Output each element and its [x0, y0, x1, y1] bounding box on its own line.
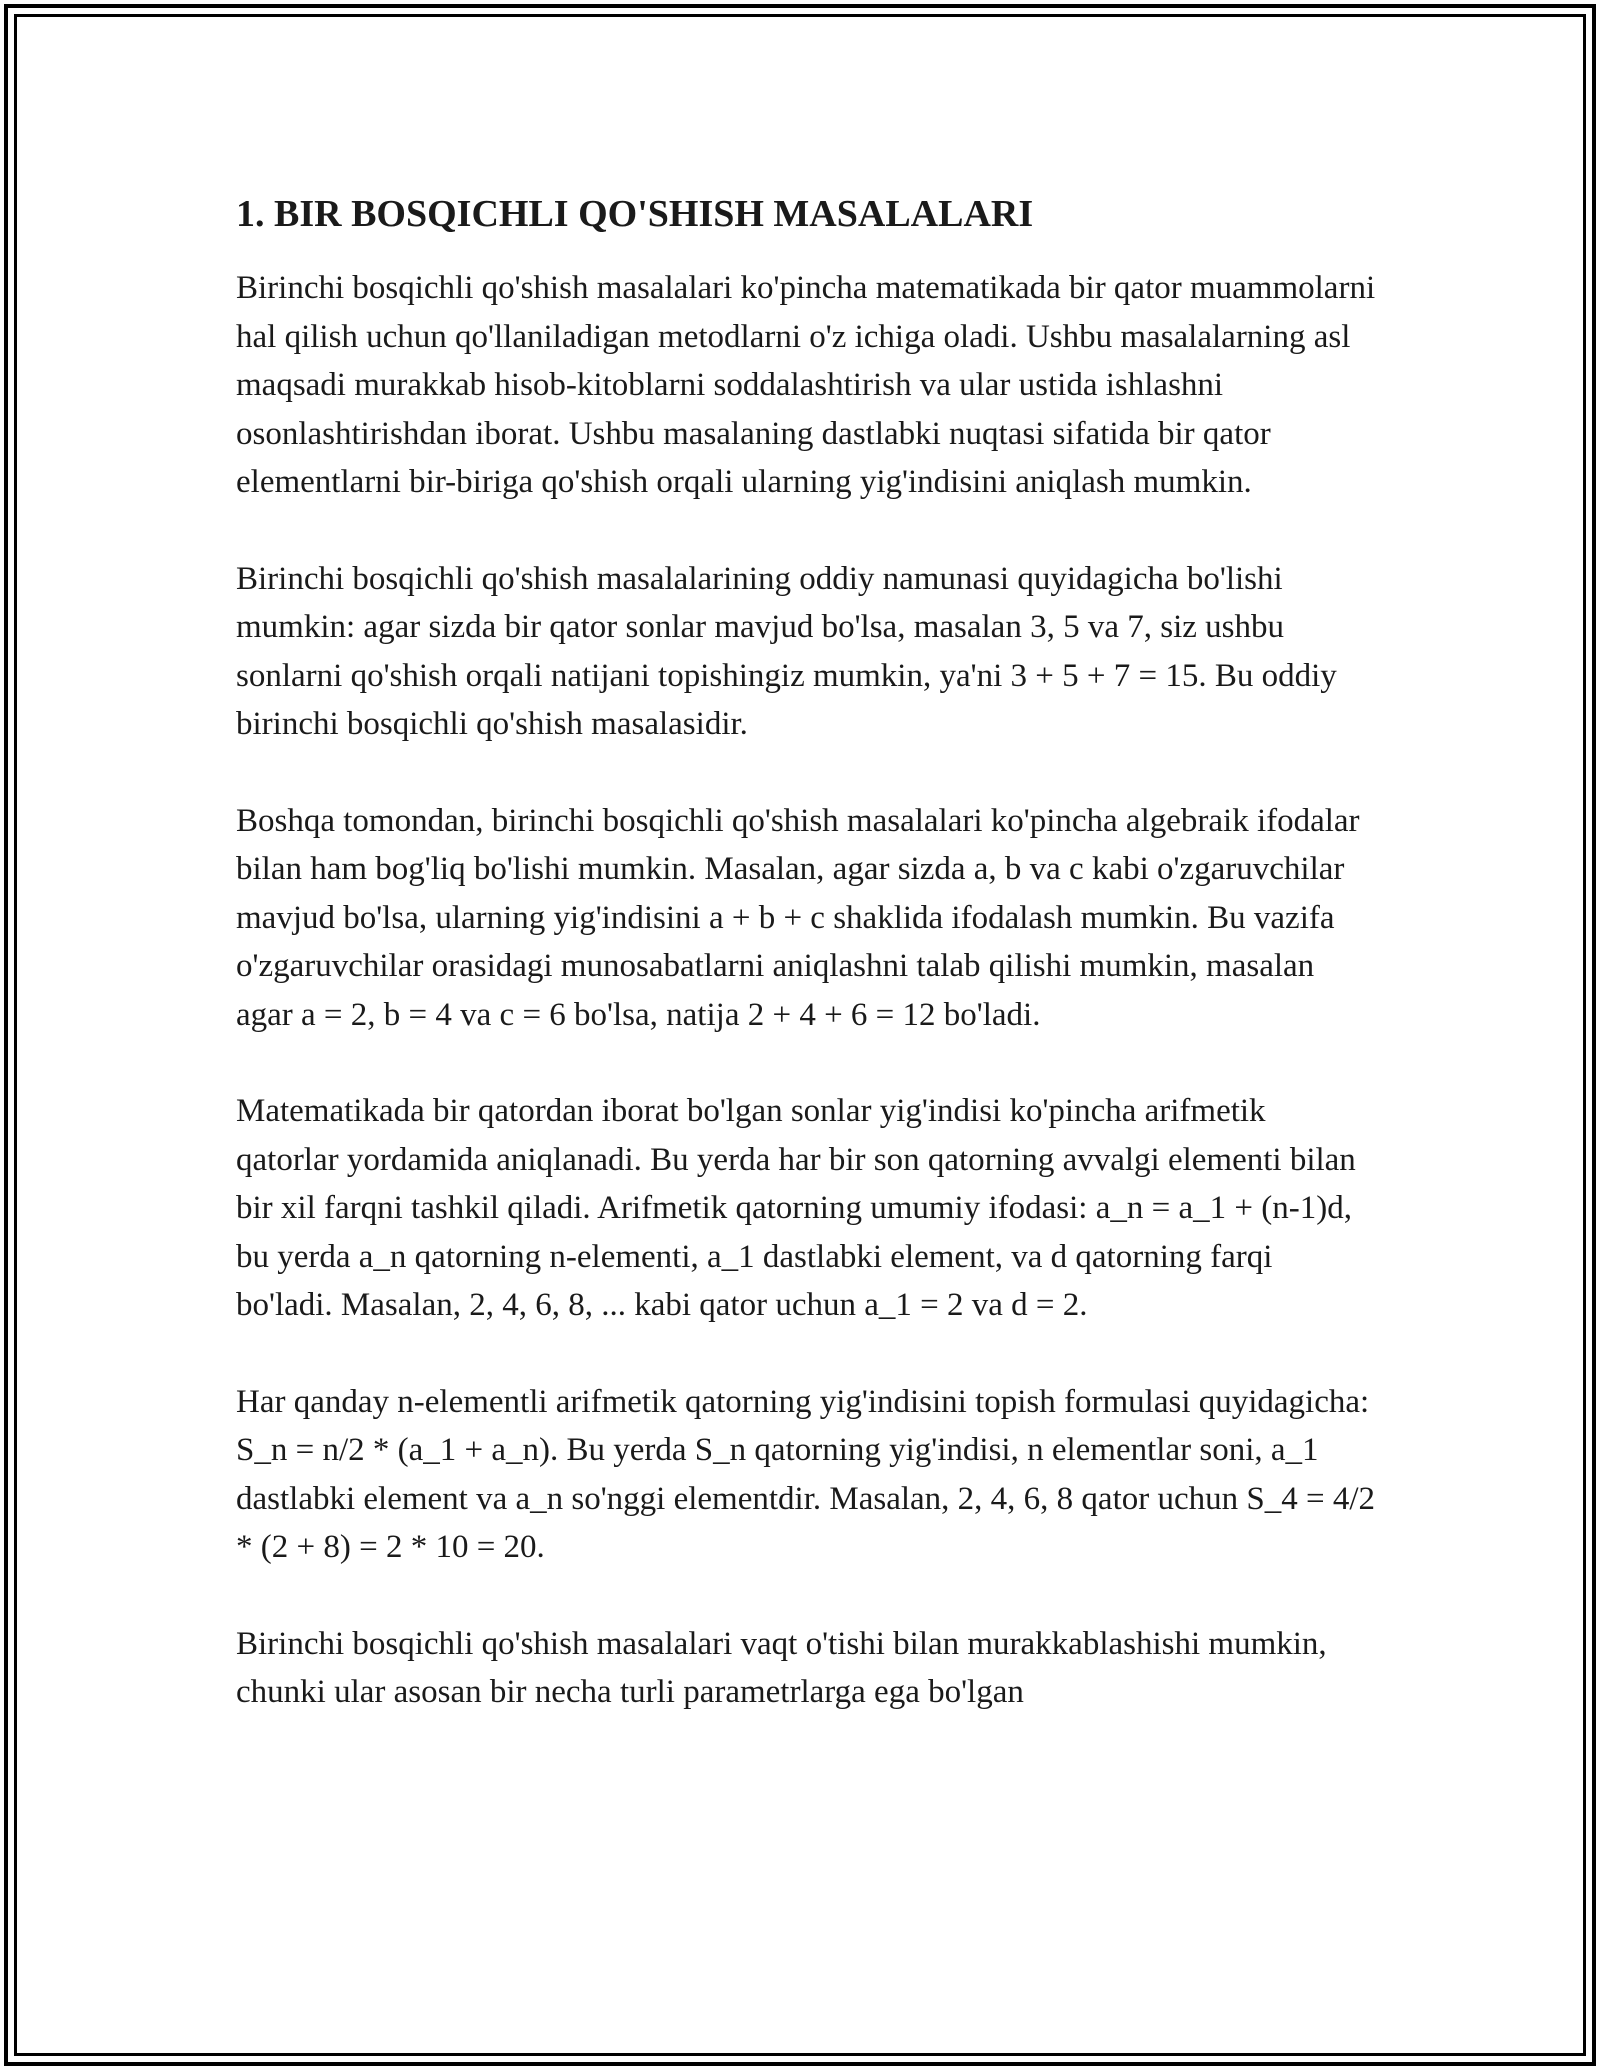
paragraph-3: Boshqa tomondan, birinchi bosqichli qo'shish masalalari ko'pincha algebraik ifodalar bilan ham bog'liq bo'lishi mumkin. Masalan, agar sizda a, b va c kabi o'zgaruvchilar mavjud bo'lsa, ularning yig'indisini a + b + c shaklida ifodalash mumkin. Bu vazifa o'zgaruvchilar orasidagi munosabatlarni aniqlashni talab qilishi mumkin, masalan agar a = 2, b = 4 va c = 6 bo'lsa, natija 2 + 4 + 6 = 12 bo'ladi. [236, 802, 1360, 1033]
paragraph-1: Birinchi bosqichli qo'shish masalalari ko'pincha matematikada bir qator muammolarni hal qilish uchun qo'llaniladigan metodlarni o'z ichiga oladi. Ushbu masalalarning asl maqsadi murakkab hisob-kitoblarni soddalashtirish va ular ustida ishlashni osonlashtirishdan iborat. Ushbu masalaning dastlabki nuqtasi sifatida bir qator elementlarni bir-biriga qo'shish orqali ularning yig'indisini aniqlash mumkin. [236, 270, 1376, 500]
section-heading: 1. BIR BOSQICHLI QO'SHISH MASALALARI [236, 193, 1034, 235]
paragraph-6: Birinchi bosqichli qo'shish masalalari vaqt o'tishi bilan murakkablashishi mumkin, chunki ular asosan bir necha turli parametrlarga ega bo'lgan [236, 1625, 1327, 1710]
paragraph-2: Birinchi bosqichli qo'shish masalalarining oddiy namunasi quyidagicha bo'lishi mumkin: agar sizda bir qator sonlar mavjud bo'lsa, masalan 3, 5 va 7, siz ushbu sonlarni qo'shish orqali natijani topishingiz mumkin, ya'ni 3 + 5 + 7 = 15. Bu oddiy birinchi bosqichli qo'shish masalasidir. [236, 560, 1337, 742]
paragraph-5: Har qanday n-elementli arifmetik qatorning yig'indisini topish formulasi quyidagicha: S_n = n/2 * (a_1 + a_n). Bu yerda S_n qatorning yig'indisi, n elementlar soni, a_1 dastlabki element va a_n so'nggi elementdir. Masalan, 2, 4, 6, 8 qator uchun S_4 = 4/2 * (2 + 8) = 2 * 10 = 20. [236, 1383, 1375, 1565]
document-body [236, 186, 1376, 1765]
paragraph-4: Matematikada bir qatordan iborat bo'lgan sonlar yig'indisi ko'pincha arifmetik qatorlar yordamida aniqlanadi. Bu yerda har bir son qatorning avvalgi elementi bilan bir xil farqni tashkil qiladi. Arifmetik qatorning umumiy ifodasi: a_n = a_1 + (n-1)d, bu yerda a_n qatorning n-elementi, a_1 dastlabki element, va d qatorning farqi bo'ladi. Masalan, 2, 4, 6, 8, ... kabi qator uchun a_1 = 2 va d = 2. [236, 1093, 1356, 1323]
